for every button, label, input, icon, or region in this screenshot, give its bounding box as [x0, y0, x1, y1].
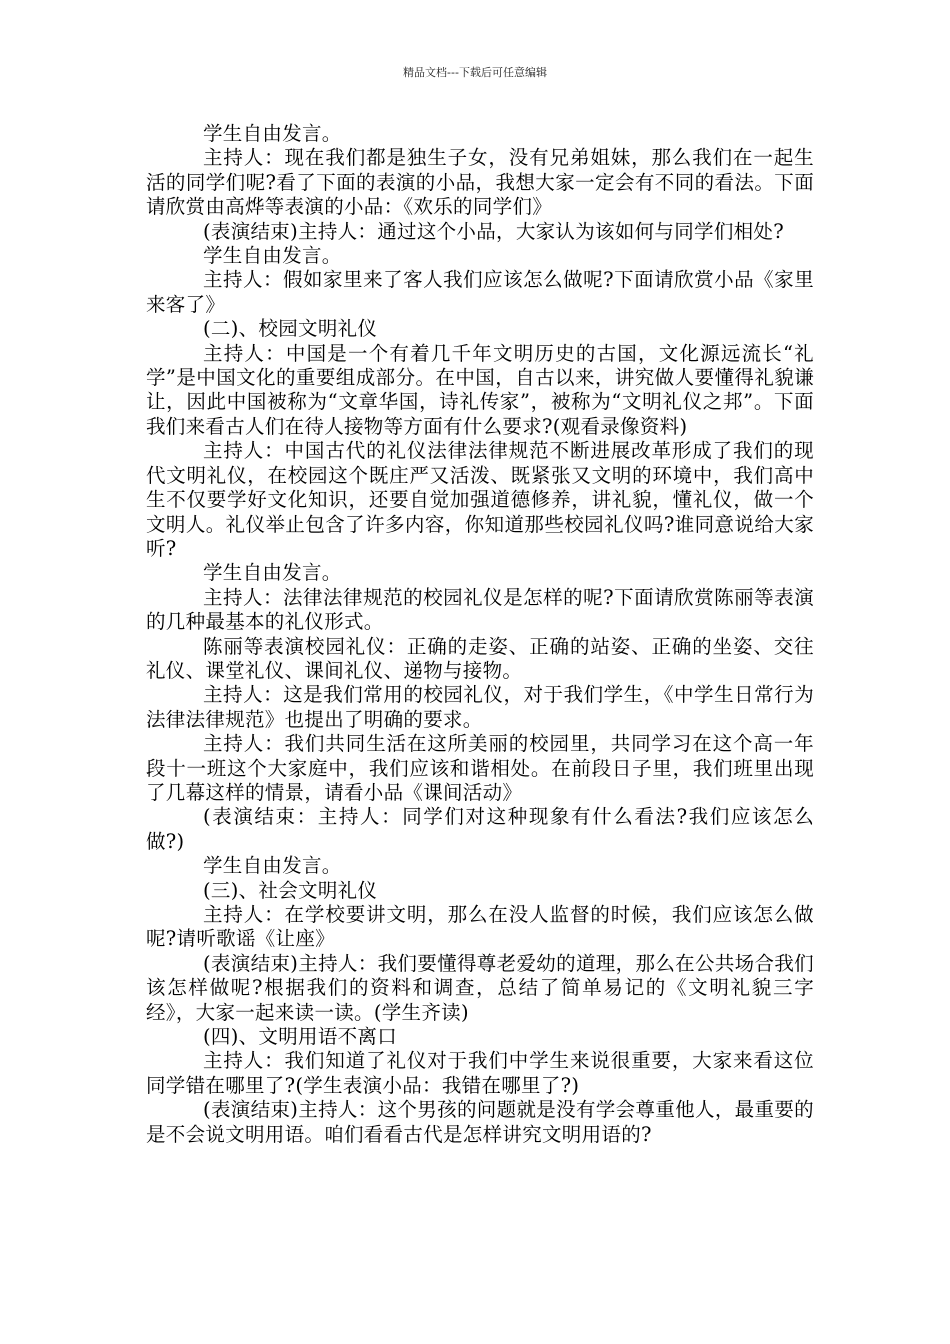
paragraph: 学生自由发言。: [203, 854, 342, 878]
paragraph: (表演结束)主持人：我们要懂得尊老爱幼的道理，那么在公共场合我们该怎样做呢?根据我们的资料和调查，总结了简单易记的《文明礼貌三字经》，大家一起来读一读。(学生齐读): [146, 951, 814, 1024]
paragraph: 主持人：中国是一个有着几千年文明历史的古国，文化源远流长“礼学”是中国文化的重要组成部分。在中国，自古以来，讲究做人要懂得礼貌谦让，因此中国被称为“文章华国，诗礼传家”，被称为“文明礼仪之邦”。下面我们来看古人们在待人接物等方面有什么要求?(观看录像资料): [146, 341, 814, 438]
paragraph: (表演结束：主持人：同学们对这种现象有什么看法?我们应该怎么做?): [146, 805, 814, 853]
document-body: [146, 122, 814, 1147]
paragraph: 学生自由发言。: [203, 561, 342, 585]
page-header: 精品文档---下载后可任意编辑: [403, 66, 547, 79]
paragraph: 主持人：在学校要讲文明，那么在没人监督的时候，我们应该怎么做呢?请听歌谣《让座》: [146, 903, 814, 951]
paragraph: 陈丽等表演校园礼仪：正确的走姿、正确的站姿、正确的坐姿、交往礼仪、课堂礼仪、课间礼仪、递物与接物。: [146, 634, 814, 682]
paragraph: 主持人：现在我们都是独生子女，没有兄弟姐妹，那么我们在一起生活的同学们呢?看了下面的表演的小品，我想大家一定会有不同的看法。下面请欣赏由高烨等表演的小品：《欢乐的同学们》: [146, 146, 814, 219]
paragraph: 主持人：我们共同生活在这所美丽的校园里，共同学习在这个高一年段十一班这个大家庭中，我们应该和谐相处。在前段日子里，我们班里出现了几幕这样的情景，请看小品《课间活动》: [146, 732, 814, 804]
paragraph: 主持人：中国古代的礼仪法律法律规范不断进展改革形成了我们的现代文明礼仪，在校园这个既庄严又活泼、既紧张又文明的环境中，我们高中生不仅要学好文化知识，还要自觉加强道德修养，讲礼貌，懂礼仪，做一个文明人。礼仪举止包含了许多内容，你知道那些校园礼仪吗?谁同意说给大家听?: [146, 439, 814, 560]
paragraph: 主持人：我们知道了礼仪对于我们中学生来说很重要，大家来看这位同学错在哪里了?(学生表演小品：我错在哪里了?): [146, 1049, 814, 1097]
paragraph: 主持人：假如家里来了客人我们应该怎么做呢?下面请欣赏小品《家里来客了》: [146, 268, 814, 316]
paragraph: 主持人：法律法律规范的校园礼仪是怎样的呢?下面请欣赏陈丽等表演的几种最基本的礼仪形式。: [146, 585, 814, 634]
paragraph: 主持人：这是我们常用的校园礼仪，对于我们学生，《中学生日常行为法律法律规范》也提出了明确的要求。: [146, 683, 814, 731]
paragraph: (表演结束)主持人：这个男孩的问题就是没有学会尊重他人，最重要的是不会说文明用语。咱们看看古代是怎样讲究文明用语的?: [146, 1098, 814, 1146]
section-heading: (三)、社会文明礼仪: [203, 878, 378, 902]
section-heading: (二)、校园文明礼仪: [203, 317, 378, 341]
section-heading: (四)、文明用语不离口: [203, 1025, 398, 1049]
paragraph: (表演结束)主持人：通过这个小品，大家认为该如何与同学们相处?: [203, 219, 784, 243]
paragraph: 学生自由发言。: [203, 122, 342, 145]
paragraph: 学生自由发言。: [203, 244, 342, 268]
